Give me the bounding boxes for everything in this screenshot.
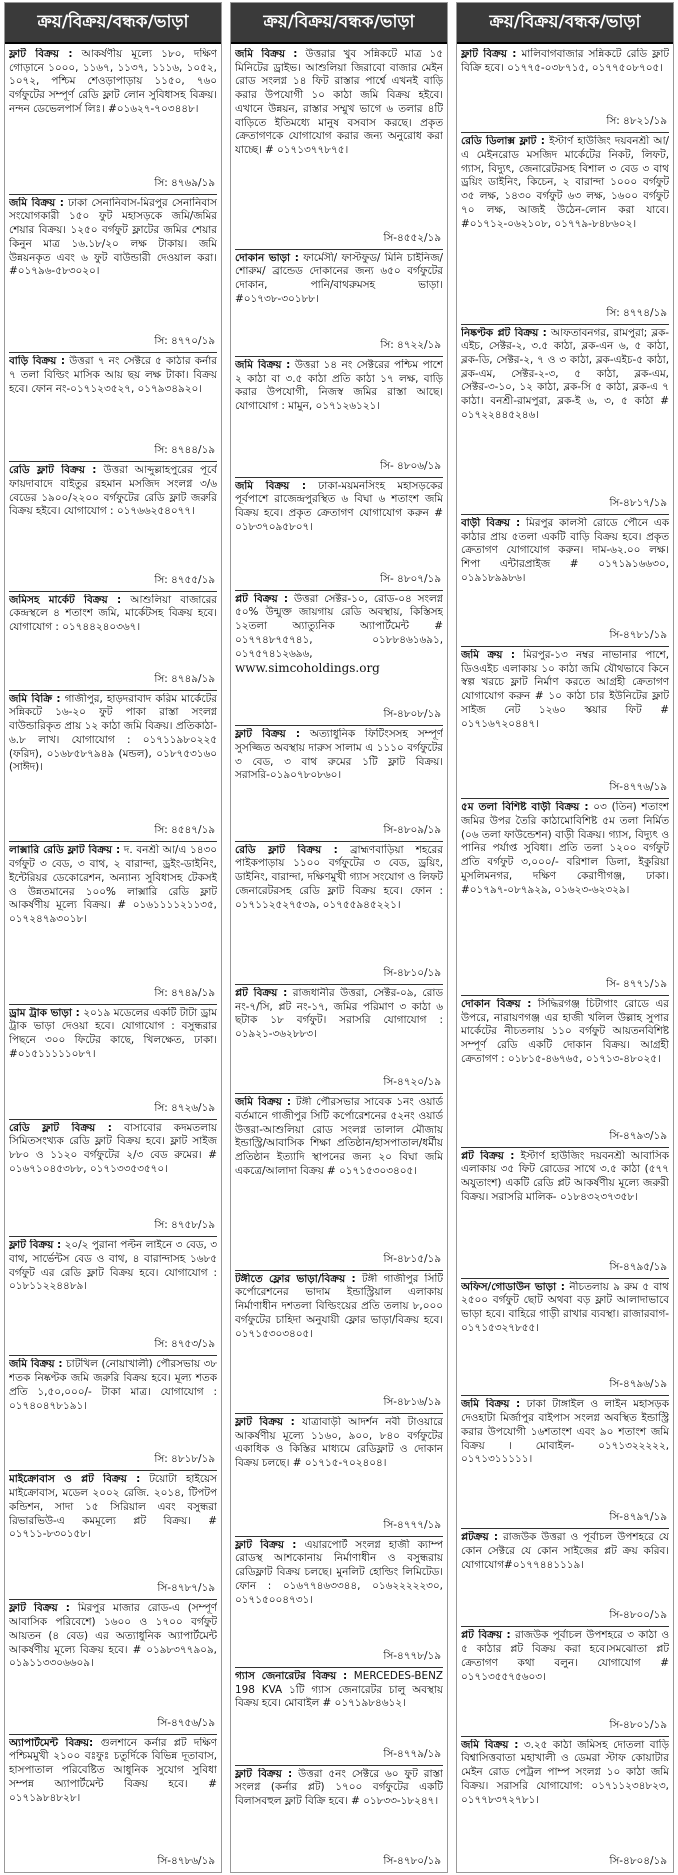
ad-code: সি-৪৭৭৮/১৯	[383, 1649, 441, 1662]
ad-body: এয়ারপোর্ট সংলগ্ন হাজী ক্যাম্প রোডস্থ আশকোনায় নির্মাণাধীন ও বসুন্ধরায় রেডিফ্লাট বিক্রয় চলছে। মুনলিট হোল্ডিং লিমিটেড। ফোন : ০১৬৭৭৪৬৩৩৪৪, ০১৬২২২২২৩০, ০১৭১৫০০৪৭৩১।	[235, 1538, 443, 1606]
ad-body: দ. বনশ্রী আ/এ ১৪৩০ বর্গফুট ৩ বেড, ৩ বাথ, ২ বারান্দা, ড্রইং-ডাইনিং, ইন্টেরিয়র ডেকোরেশন, অন্যান্য সুবিধাসহ টেকসই ও উন্নতমানের ১০০% লাক্সারি রেডি ফ্লাট আকর্ষণীয় মূল্যে বিক্রয়। # ০১৬১১১১২১১৩৫, ০১৭২৪৭৯৩০১৮।	[9, 844, 217, 926]
ad-code: সি- ৪৮০৭/১৯	[380, 572, 441, 585]
classified-ad	[9, 195, 217, 354]
ad-code: সি- ৪৮০৬/১৯	[380, 459, 441, 472]
classified-ad	[9, 1120, 217, 1238]
ad-body: ঢাকা-ময়মনসিংহ মহাসড়কের পূর্বপাশে রাজেন্দ্রপুরস্থিত ৬ বিঘা ৬ শতাংশ জমি বিক্রয় হবে। প্রকৃত ক্রেতাগণ যোগাযোগ করুন # ০১৮৩৭০৯৫৮০৭।	[235, 479, 443, 533]
ad-text	[461, 48, 669, 114]
classified-ad	[235, 1668, 443, 1766]
ad-text	[461, 1739, 669, 1854]
ad-title: দোকান বিক্রয় :	[461, 997, 532, 1010]
classified-ad	[235, 1414, 443, 1537]
ad-title: জমি বিক্রয় :	[461, 1738, 519, 1751]
ad-body: গাজীপুর, হাড়দরাবাদ করিম মার্কেটের সন্নিকটে ১৬-২০ ফুট পাকা রাস্তা সংলগ্ন বাউন্ডারিকৃত প্রায় ১২ কাঠা জমি বিক্রয়। প্রতিকাঠা- ৬.৮ লাখ। যোগাযোগ : ০১৭১১৯৮০২২৫ (ফরিদ), ০১৬৮৫৮৭৯৪৯ (মন্ডল), ০১৮৭৫৩১৬০ (সাঈদ)।	[9, 692, 217, 774]
ad-text	[235, 1670, 443, 1747]
ad-title: টঙ্গীতে ফ্লোর ভাড়া/বিক্রয় :	[235, 1272, 356, 1285]
ad-code: সি: ৪৮২১/১৯	[606, 115, 667, 128]
ad-text	[9, 1602, 217, 1715]
ad-title: ড্রাম ট্রাক ভাড়া :	[9, 1006, 80, 1019]
ad-code: সি-৪৭৯৭/১৯	[609, 1511, 667, 1524]
ad-title: ফ্লাট বিক্রয় :	[9, 1602, 70, 1615]
ad-text	[461, 517, 669, 628]
ad-code: সি-৪৮১৬/১৯	[383, 1395, 441, 1408]
ad-text	[235, 728, 443, 823]
ad-body: ২০/২ পুরানা পল্টন লাইনে ৩ বেড, ৩ বাথ, সার্ভেন্টস বেড ও বাথ, ৪ বারান্দাসহ ১৬৮৫ বর্গফুট এর রেডি ফ্লাট বিক্রয় হবে। যোগাযোগ : ০১৮১১২২৪৪৮৯।	[9, 1239, 217, 1293]
ad-body: ঢাকা টাঙ্গাইল ও লাইন মহাসড়ক দেওহাটা মির্জাপুর বাইপাস সংলগ্ন অবস্থিত ইন্ডাস্ট্রি করার উপযোগী ১৬শতাংশ এবং ৯০ শতাংশ জমি বিক্রয় । মোবাইল- ০১৭১৩২২২২২, ০১৭১৩১১১১১।	[461, 1398, 669, 1466]
classified-ad	[461, 1737, 669, 1872]
classified-ad	[461, 996, 669, 1148]
ad-title: প্লট বিক্রয় :	[235, 986, 288, 999]
ad-title: জমি বিক্রয় :	[235, 1096, 292, 1109]
classified-ad	[461, 133, 669, 324]
ad-title: রেডি ফ্লাট বিক্রয় :	[235, 843, 338, 856]
ad-code: সি: ৪৭৭০/১৯	[154, 335, 215, 348]
classified-ad	[9, 592, 217, 691]
ad-title: জমি বিক্রয় :	[9, 196, 64, 209]
column-header: ক্রয়/বিক্রয়/বন্ধক/ভাড়া	[457, 3, 673, 44]
ad-website: www.simcoholdings.org	[235, 661, 380, 676]
ad-text	[461, 1629, 669, 1717]
ad-body: টঙ্গী গাজীপুর সিটি কর্পোরেশনের ভাদাম ইন্ডাস্ট্রিয়াল এলাকায় নির্মাণাধীন দশতলা বিল্ডিংয়ের প্রতি তলায় ৮,০০০ বর্গফুটের চাহিদা অনুযায়ী ফ্লোর ভাড়া/বিক্রয় হবে। ০১৭১৫৩০৩৪০৫।	[235, 1272, 443, 1340]
ad-code: সি- ৪৭৭১/১৯	[606, 977, 667, 990]
classified-ad	[9, 1005, 217, 1120]
ad-text	[461, 649, 669, 780]
ad-text	[9, 1239, 217, 1337]
ad-text	[9, 48, 217, 176]
ad-title: বাড়ি বিক্রয় :	[9, 355, 65, 368]
ad-code: সি-৪৮১৭/১৯	[609, 496, 667, 509]
classified-ad	[461, 799, 669, 996]
ad-body: আকর্ষণীয় মূল্যে ১৮০, দক্ষিণ গোড়ানে ১০০০, ১১৬৭, ১১৩৭, ১১১৬, ১০৫২, ১০৭২, পশ্চিম শেওড়াপাড়ায় ১১৫০, ৭৬০ বর্গফুটের সম্পূর্ণ রেডি ফ্লাট লোন সুবিধাসহ বিক্রয়। নন্দন ডেভেলপার্স লিঃ। #০১৬২৭-৭০৩৪৪৮।	[9, 48, 217, 115]
ad-code: সি: ৪৭৪৪/১৯	[154, 444, 215, 457]
ad-title: মাইক্রোবাস ও প্লট বিক্রয় :	[9, 1473, 141, 1486]
ad-title: প্লট বিক্রয় :	[235, 592, 289, 605]
ad-text	[235, 1416, 443, 1518]
classified-ad	[461, 1279, 669, 1397]
classified-ad	[235, 46, 443, 250]
ad-title: ফ্লাট বিক্রয় :	[9, 1239, 62, 1252]
classified-ad	[235, 726, 443, 842]
classified-ad	[461, 1396, 669, 1529]
ad-title: লাক্সারি রেডি ফ্লাট বিক্রয় :	[9, 844, 121, 857]
classified-ad	[9, 691, 217, 843]
classified-ad	[9, 1356, 217, 1471]
ad-body: উত্তরা আব্দুল্লাহপুরের পূর্বে ফায়দাবাদে বাইতুর রহমান মসজিদ সংলগ্ন ৩/৬ বেডের ১৯০০/২২০০ বর্গফুটের রেডি ফ্লাট জরুরি বিক্রয় হইবে। যোগাযোগ : ০১৭৬৬২৫৪০৭৭।	[9, 464, 217, 518]
ad-body: ২০১৯ মডেলের একটি টাটা ড্রাম ট্রাক ভাড়া দেওয়া হবে। যোগাযোগ : বসুন্ধরার পিছনে ৩০০ ফিটের কাছে, খিলক্ষেত, ঢাকা। #০১৫১১১১১০৮৭।	[9, 1006, 217, 1060]
ad-title: প্লটক্রয় :	[461, 1531, 498, 1544]
ad-text	[461, 135, 669, 305]
ad-text	[9, 1122, 217, 1219]
ad-text	[9, 1473, 217, 1581]
ad-body: ইস্টার্ণ হাউজিং দয়বনশ্রী আবাসিক এলাকায় ৩৫ ফিট রোডের সাথে ৩.৫ কাঠা (৫৭৭ অযুতাংশ) একটি রেডি প্লট আকর্ষণীয় মূল্যে জরুরী বিক্রয়। সরাসরি মালিক- ০১৮৪৩২৩৭৩৫৮।	[461, 1149, 669, 1203]
ad-text	[9, 594, 217, 672]
ad-code: সি-৪৮০৪/১৯	[609, 1855, 667, 1867]
ad-text	[235, 987, 443, 1075]
ad-body: ঢাকা সেনানিবাস-মিরপুর সেনানিবাস সংযোগকারী ১৫০ ফুট মহাসড়কে জমি/জমির শেয়ার বিক্রয়। ১২৫০ বর্গফুট ফ্লাটের জমির শেয়ার কিনুন মাত্র ১৬.১৮/২০ লক্ষ টাকায়। জমি উন্নয়নকৃত এবং ৬ ফুট বাউন্ডারী দেওয়াল করা। #০১৭৯৬-৫৮৩০২০।	[9, 196, 217, 278]
ad-list	[5, 44, 221, 1872]
classified-ad	[235, 1537, 443, 1668]
classified-ad	[461, 1148, 669, 1279]
classified-ad	[235, 591, 443, 727]
ad-code: সি-৪৭৮০/১৯	[383, 1854, 441, 1867]
ad-text	[235, 48, 443, 231]
ad-body: চাটখিল (নোয়াখালী) পৌরসভায় ৩৮ শতক নিষ্কণ্টক জমি জরুরি বিক্রয় হবে। মূল্য শতক প্রতি ১,৫০,০০০/- টাকা মাত্র। যোগাযোগ : ০১৭৪০৪৭৮১৯১।	[9, 1358, 217, 1412]
ad-code: সি: ৪৭৫৩/১৯	[154, 1338, 215, 1351]
ad-body: আশুলিয়া বাজারের কেন্দ্রস্থলে ৪ শতাংশ জমি, মার্কেটসহ বিক্রয় হবে। যোগাযোগ : ০১৭৪৪২৪০৩৬৭।	[9, 593, 217, 634]
ad-title: জমিসহ মার্কেট বিক্রয় :	[9, 593, 122, 606]
ad-body: মিরপুর মাজার রোড-এ (সম্পূর্ণ আবাসিক পরিবেশে) ১৬০০ ও ১৭০০ বর্গফুট আয়তন (৪ বেড) এর অত্যাধুনিক অ্যাপার্টমেন্ট আকর্ষণীয় মূল্যে বিক্রয় হবে। # ০১৯৮৩৭৭৯০৯, ০১৯১১৩৩০৬৬০৯।	[9, 1602, 217, 1670]
classified-ad	[461, 46, 669, 133]
ad-code: সি-৪৭৮৬/১৯	[157, 1855, 215, 1868]
classified-ad	[461, 515, 669, 647]
ad-code: সি-৪৭২০/১৯	[383, 1076, 441, 1089]
ad-title: ফ্লাট বিক্রয় :	[235, 1415, 295, 1428]
ad-title: জমি বিক্রয় :	[235, 358, 291, 371]
column-1	[4, 2, 222, 1873]
ad-body: টঙ্গী পৌরসভার সাবেক ১নং ওয়ার্ড বর্তমানে গাজীপুর সিটি কর্পোরেশনের ৫২নং ওয়ার্ড উত্তরা-আশুলিয়া রোড সংলগ্ন তালাল মৌজায় ইন্ডাস্ট্রি/আবাসিক শিক্ষা প্রতিষ্ঠান/হাসপাতাল/ধর্মীয় প্রতিষ্ঠান ইত্যাদি স্থাপনের জন্য ২০ বিঘা জমি একত্রে/আলাদা বিক্রয় # ০১৭১৫৩০৩৪০৫।	[235, 1096, 443, 1177]
ad-code: সি-৪৭৯৬/১৯	[609, 1378, 667, 1391]
classified-ad	[235, 985, 443, 1094]
ad-text	[9, 197, 217, 335]
ad-title: রেডি ডিলাক্স ফ্লাট :	[461, 135, 545, 148]
ad-code: সি-৪৭৭৭/১৯	[383, 1518, 441, 1531]
ad-body: অত্যাধুনিক ফিটিংসসহ সম্পূর্ণ সুসজ্জিত অবস্থায় দারুস সালাম এ ১১১০ বর্গফুটের ৩ বেড, ৩ বাথ রুমের ১টি ফ্লাট বিক্রয়। সরাসরি-০১৯০৭৮০৮৬০।	[235, 728, 443, 782]
ad-body: উত্তরার খুব সন্নিকটে মাত্র ১৫ মিনিটের ড্রাইভ। আশুলিয়া জিরাবো বাজার মেইন রোড সংলগ্ন ১৪ ফিট রাস্তার পার্শ্বে এখনই বাড়ি করার উপযোগী ১০ কাঠা জমি বিক্রয় হইবে। এখানে উন্নয়ন, রাস্তার সম্মুখ ভাগে ৬ তলার ৪টি বাড়িতে ইতিমধ্যে মানুষ বসবাস করছে। প্রকৃত ক্রেতাগণকে যোগাযোগ করার জন্য অনুরোধ করা যাচ্ছে। # ০১৭১৩৭৭৮৭৫।	[235, 48, 443, 157]
ad-text	[235, 844, 443, 966]
classified-ad	[461, 325, 669, 515]
ad-text	[461, 1281, 669, 1378]
classified-ad	[9, 1735, 217, 1872]
ad-code: সি-৪৮১৫/১৯	[383, 1252, 441, 1265]
ad-body: MERCEDES-BENZ 198 KVA ১টি গ্যাস জেনারেটর চালু অবস্থায় বিক্রয় হবে। মোবাইল # ০১৭১৯৮৪৬১২।	[235, 1669, 443, 1710]
classified-ad	[9, 1471, 217, 1600]
ad-body: মালিবাগবাজার সন্নিকটে রেডি ফ্লাট বিক্রি হবে। ০১৭৭৫-০৩৮৭১৫, ০১৭৭৫০৮৭০৫।	[461, 48, 669, 74]
classified-ad	[235, 357, 443, 478]
classified-ad	[235, 1766, 443, 1872]
classified-ad	[461, 647, 669, 799]
ad-title: ফ্লাট বিক্রয় :	[9, 48, 73, 60]
ad-body: উত্তরা ৭ নং সেক্টরে ৫ কাঠার কর্নার ৭ তলা বিল্ডিং মাসিক আয় ছয় লক্ষ টাকা। বিক্রয় হবে। ফোন নং-০১৭১২৩৫২৭, ০১৭৯৩৪৯২০।	[9, 355, 217, 395]
ad-body: রাজউক পূর্বাচল উপশহরে ৩ কাঠা ও ৫ কাঠার প্লট বিক্রয় করা হবে।সমঝোতা প্লট ক্রেতাগণ কথা বলুন। যোগাযোগ # ০১৭১৩৫৫৭৫৬০৩।	[461, 1629, 669, 1683]
ad-text	[461, 1150, 669, 1260]
ad-list	[231, 44, 447, 1872]
ad-body: উত্তরা সেক্টর-১০, রোড-০৪ সংলগ্ন ৫০% উন্মুক্ত জায়গায় রেডি অবস্থায়, কিস্তিসহ ১২তলা অ্যাত্যুনিক অ্যাপার্টমেন্ট # ০১৭৭৪৮৭৫৭৪১, ০১৮৮৪৬১৬৯১, ০১৭৫৭৪১২৬৯৬,	[235, 592, 443, 660]
ad-body: রাজউক উত্তরা ও পূর্বাচল উপশহরে যে কোন সেক্টরে যে কোন সাইজের প্লট ক্রয় করিব। যোগাযোগ#০১৭৭৪৪১১১৯।	[461, 1531, 669, 1571]
classified-ad	[9, 462, 217, 592]
classified-ad	[9, 1600, 217, 1734]
column-3	[456, 2, 674, 1873]
ad-body: ৩.২৫ কাঠা জমিসহ দোতলা বাড়ি বিশ্বাসিত্তবাতা মহাখালী ও ডেমরা স্টাফ কোয়াটার মেইন রোড পেট্রল পাম্প সংলগ্ন ১০ কাঠা জমি বিক্রয়। সরাসরি যোগাযোগ: ০১৭১১২৩৪৮২৩, ০১৭৭৮৩৭২৭৮১।	[461, 1738, 669, 1806]
ad-title: ৫ম তলা বিশিষ্ট বাড়ী বিক্রয় :	[461, 801, 589, 814]
ad-text	[9, 693, 217, 824]
ad-body: মিরপুর কালসী রোডে পৌনে এক কাঠার প্রায় ৫তলা একটি বাড়ি বিক্রয় হবে। প্রকৃত ক্রেতাগণ যোগাযোগ করুন। দাম-৬২.০০ লক্ষ। শিপা এন্টারপ্রাইজ # ০১৭১৯১৬৬৩০, ০১৯১৮৯৯৮৬।	[461, 516, 669, 584]
ad-body: মিরপুর-১৩ নম্বর নাভানার পাশে, ডিওএইচ এলাকায় ১০ কাঠা জমি যৌথভাবে কিনে স্বল্প খরচে ফ্লাট নির্মাণ করতে আগ্রহী ক্রেতাগণ যোগাযোগ করুন # ১০ কাঠা চার ইউনিটের ফ্লাট সাইজ নেট ১২৬০ স্কয়ার ফিট # ০১৭১৬৭২০৪৪৭।	[461, 648, 669, 730]
ad-code: সি: ৪৭২২/১৯	[380, 338, 441, 351]
ad-text	[235, 1768, 443, 1854]
ad-title: রেডি ফ্লাট বিক্রয় :	[9, 1121, 112, 1134]
ad-text	[461, 801, 669, 977]
ad-code: সি-৪৮১০/১৯	[383, 966, 441, 979]
ad-title: অ্যাপার্টমেন্ট বিক্রয়:	[9, 1736, 94, 1749]
ad-body: ০৩ (তিন) শতাংশ জমির উপর তৈরি কাঠামোবিশিষ্ট ৫ম তলা নির্মিত (০৬ তলা ফাউন্ডেশন) বাড়ী বিক্রয়। গ্যাস, বিদ্যুৎ ও পানির পর্যাপ্ত সুবিধা। প্রতি তলা ১২০০ বর্গফুট প্রতি বর্গফুট ৩,০০০/- বরিশাল ডিলা, ইকুরিয়া মুসলিমনগর, দক্ষিণ কেরাণীগঞ্জ, ঢাকা। #০১৭৯৭-০৮৭৯২৯, ০১৬২৩-৬২৩২৯।	[461, 801, 669, 896]
ad-code: সি: ৪৭৬৯/১৯	[154, 176, 215, 189]
classified-ad	[235, 1094, 443, 1270]
ad-code: সি: ৪৭২৬/১৯	[154, 1101, 215, 1114]
ad-text	[9, 844, 217, 985]
ad-text	[235, 480, 443, 572]
ad-title: দোকান ভাড়া :	[235, 251, 299, 264]
ad-code: সি-৪৭৮১/১৯	[609, 628, 667, 641]
ad-body: উত্তরা ১৪ নং সেক্টরের পশ্চিম পাশে ২ কাঠা বা ৩.৫ কাঠা প্রতি কাঠা ১৭ লক্ষ, বাড়ি করার উপযোগী, নিজস্ব জমির রাস্তা আছে। যোগাযোগ : মামুন, ০১৭১২৬১২১।	[235, 358, 443, 413]
ad-title: ফ্লাট বিক্রয় :	[461, 48, 517, 60]
ad-code: সি-৪৭৭৬/১৯	[609, 781, 667, 794]
classified-ad	[9, 353, 217, 462]
ad-text	[235, 252, 443, 338]
ad-code: সি-৪৭৮৭/১৯	[157, 1582, 215, 1595]
ad-title: ফ্লাট বিক্রয় :	[235, 728, 301, 741]
ad-body: টয়োটা হাইয়েস মাইক্রোবাস, মডেল ২০০২ রেজি. ২০১৪, টিপটপ কন্ডিশন, সাদা ১৫ সিরিয়াল এবং বসুন্ধরা রিভারভিউ-এ কমমূল্যে প্লট বিক্রয়। # ০১৭১১-৮৩০১৫৮।	[9, 1473, 217, 1541]
ad-body: উত্তরা ৫নং সেক্টরে ৬০ ফুট রাস্তা সংলগ্ন (কর্নার প্লট) ১৭০০ বর্গফুটের একটি বিলাসবহুল ফ্লাট বিক্রি হবে। # ০১৮৩৩-১৮২৪৭।	[235, 1767, 443, 1808]
classified-ad	[9, 842, 217, 1004]
ad-code: সি-৪৭৯৩/১৯	[609, 1129, 667, 1142]
ad-title: জমি বিক্রয় :	[235, 479, 307, 492]
ad-code: সি-৪৮০৮/১৯	[383, 708, 441, 721]
ad-text	[235, 359, 443, 459]
ad-code: সি: ৪৫৪৭/১৯	[154, 824, 215, 837]
ad-code: সি: ৪৭৭৪/১৯	[606, 306, 667, 319]
classified-ad	[235, 842, 443, 985]
ad-title: প্লট বিক্রয় :	[461, 1149, 515, 1162]
ad-body: ফার্মেসী/ ফাস্টফুড/ মিনি চাইনিজ/শোরুম/ ব্রান্ডেড দোকানের জন্য ৬৫০ বর্গফুটের দোকান, পানি/বাথরুমসহ ভাড়া। #০১৭৩৮-৩০১৮৮।	[235, 251, 443, 305]
ad-text	[9, 1737, 217, 1854]
ad-title: জমি ক্রয় :	[461, 648, 516, 661]
ad-title: নিষ্কণ্টক প্লট বিক্রয় :	[461, 326, 547, 339]
ad-code: সি: ৪৭৫৮/১৯	[154, 1219, 215, 1232]
ad-title: বাড়ী বিক্রয় :	[461, 516, 521, 529]
column-header: ক্রয়/বিক্রয়/বন্ধক/ভাড়া	[5, 3, 221, 44]
ad-text	[461, 1531, 669, 1608]
ad-list	[457, 44, 673, 1872]
ad-text	[235, 1539, 443, 1649]
classified-ad	[461, 1627, 669, 1736]
ad-title: জমি বিক্রয় :	[9, 1358, 63, 1371]
ad-code: সি: ৪৮১৮/১৯	[154, 1453, 215, 1466]
ad-title: জমি বিক্রি :	[9, 692, 61, 705]
column-header: ক্রয়/বিক্রয়/বন্ধক/ভাড়া	[231, 3, 447, 44]
ad-code: সি-৪৮০৯/১৯	[383, 823, 441, 836]
classified-ad	[235, 250, 443, 357]
column-2	[230, 2, 448, 1873]
ad-body: নীচতলায় ৯ রুম ৫ বাথ ২৫০০ বর্গফুট ছোট অথবা বড় ফ্লাট আলাদাভাবে ভাড়া হবে। বাহিরে গাড়ী রাখার ব্যবস্থা। রাজারবাগ- ০১৭১৫৩২৭৮৫৫।	[461, 1280, 669, 1334]
ad-title: গ্যাস জেনারেটর বিক্রয় :	[235, 1669, 348, 1682]
ad-title: রেডি ফ্লাট বিক্রয় :	[9, 464, 97, 477]
ad-title: প্লট বিক্রয় :	[461, 1629, 511, 1642]
ad-code: সি-৪৫৫২/১৯	[383, 231, 441, 244]
ad-title: অফিস/গোডাউন ভাড়া :	[461, 1280, 565, 1293]
classified-ad	[9, 46, 217, 195]
ad-code: সি-৪৭৯৫/১৯	[609, 1260, 667, 1273]
ad-title: ফ্লাট বিক্রয় :	[235, 1767, 293, 1780]
ad-code: সি-৪৭৫৬/১৯	[157, 1716, 215, 1729]
ad-text	[9, 1358, 217, 1452]
ad-text	[235, 1096, 443, 1251]
ad-title: জমি বিক্রয় :	[235, 48, 298, 60]
ad-body: আফতাবনগর, রামপুরা; ব্লক-এইচ, সেক্টর-২, ৩.৫ কাঠা, ব্লক-এন ৬, ৫ কাঠা, ব্লক-ডি, সেক্টর-২, ৭ ও ৩ কাঠা, ব্লক-এইচ-৫ কাঠা, ব্লক-এম, সেক্টর-২-৩, ৫ কাঠা, ব্লক-এম, সেক্টর-৩-১০, ১২ কাঠা, ব্লক-সি ৫ কাঠা, ব্লক-এ ৭ কাঠা। বনশ্রী-রামপুরা, ব্লক-ই ৬, ৩, ৫ কাঠা # ০১৭২২৪৪৫২৪৬।	[461, 326, 669, 421]
ad-body: সিদ্ধিরগঞ্জ চিটাগাং রোডে এর উপরে, নারায়ণগঞ্জ এর হাজী খলিল উল্লাহ সুপার মার্কেটের নীচতলায় ১১০ বর্গফুট আয়তনবিশিষ্ট সম্পূর্ণ রেডি একটি দোকান বিক্রয়। আগ্রহী ক্রেতাগণ : ০১৮১৫-৪৬৭৬৫, ০১৭১৩-৪৮০২৫।	[461, 997, 669, 1065]
ad-code: সি-৪৭৭৯/১৯	[383, 1747, 441, 1760]
ad-text	[461, 998, 669, 1129]
ad-code: সি: ৪৭৪৯/১৯	[154, 672, 215, 685]
ad-code: সি-৪৮০০/১৯	[609, 1609, 667, 1622]
classified-ad	[235, 1271, 443, 1414]
ad-text	[461, 327, 669, 496]
ad-body: ইস্টার্ণ হাউজিং দয়বনশ্রী আ/এ মেইনরোড মসজিদ মার্কেটের নিকট, লিফট, গ্যাস, বিদ্যুৎ, জেনারেটরসহ বিশাল ৩ বেড ৩ বাথ ড্রয়িং ডাইনিং, কিচেন, ২ বারান্দা ১০০০ বর্গফুট ৩৫ লক্ষ, ১৪৩০ বর্গফুট ৬৩ লক্ষ, ১৬০০ বর্গফুট ৭০ লক্ষ, আজই উঠেন-লোন করা যাবে। #০১৭১২-০৬২১০৮, ০১৭৭৯-৮৪৮৬০২।	[461, 135, 669, 230]
ad-text	[235, 1273, 443, 1395]
ad-body: রাজধানীর উত্তরা, সেক্টর-০৯, রোড নং-৭/সি, প্লট নং-১৭, জমির পরিমাণ ৩ কাঠা ৬ ছটাক ১৮ বর্গফুট। সরাসরি যোগাযোগ : ০১৯২১-৩৬২৮৮৩।	[235, 986, 443, 1041]
ad-text	[461, 1398, 669, 1510]
ad-code: সি: ৪৭৪৯/১৯	[154, 986, 215, 999]
ad-code: সি-৪৮০১/১৯	[609, 1718, 667, 1731]
ad-text	[9, 464, 217, 573]
ad-body: বাসাবোর কদমতলায় সিমিতসংখ্যক রেডি ফ্লাট বিক্রয় হবে। ফ্লাট সাইজ ৮৮০ ও ১১২০ বর্গফুটের ২/৩ বেড রুমের। # ০১৬৭১০৪৫৩৮৮, ০১৭১৩৩৫৩৫৭০।	[9, 1121, 217, 1175]
ad-body: ব্রাহ্মণবাড়িয়া শহরের পাইকপাড়ায় ১১০০ বর্গফুটের ৩ বেড, ড্রয়িং, ডাইনিং, বারান্দা, দক্ষিণমুখী গ্যাস সংযোগ ও লিফট জেনারেটরসহ রেডি ফ্লাট বিক্রয় হবে। ফোন : ০১৭১১২৫২৭৫৩৯, ০১৭৫৫৯৪৫২২১।	[235, 843, 443, 911]
classified-ad	[235, 478, 443, 591]
ad-text	[9, 1007, 217, 1101]
ad-text	[9, 355, 217, 443]
ad-body: যাত্রাবাড়ী আদর্শন নবী টাওয়ারে আকর্ষণীয় মূল্যে ১১৬০, ৯০০, ৮৪০ বর্গফুটের একাধিক ও কিস্তির মাধ্যমে রেডিফ্লাট ও দোকান বিক্রয় চলছে। # ০১৭১৫-৭০২৪০৪।	[235, 1415, 443, 1470]
ad-body: গুলশানে কর্নার প্লট দক্ষিণ পশ্চিমমুখী ২১০০ বঃফুঃ চতুর্দিকে বিভিন্ন দূতাবাস, হাসপাতাল পরিবেষ্টিত আধুনিক সুযোগ সুবিধা সম্পন্ন অ্যাপার্টমেন্ট বিক্রয় হবে। # ০১৭১৯৮৪৮২৮।	[9, 1736, 217, 1804]
ad-title: ফ্লাট বিক্রয় :	[235, 1538, 297, 1551]
ad-code: সি: ৪৭৫৫/১৯	[154, 573, 215, 586]
classified-ad	[9, 1237, 217, 1356]
classified-ad	[461, 1529, 669, 1627]
ad-text	[235, 593, 443, 708]
ad-title: জমি বিক্রয় :	[461, 1398, 521, 1411]
